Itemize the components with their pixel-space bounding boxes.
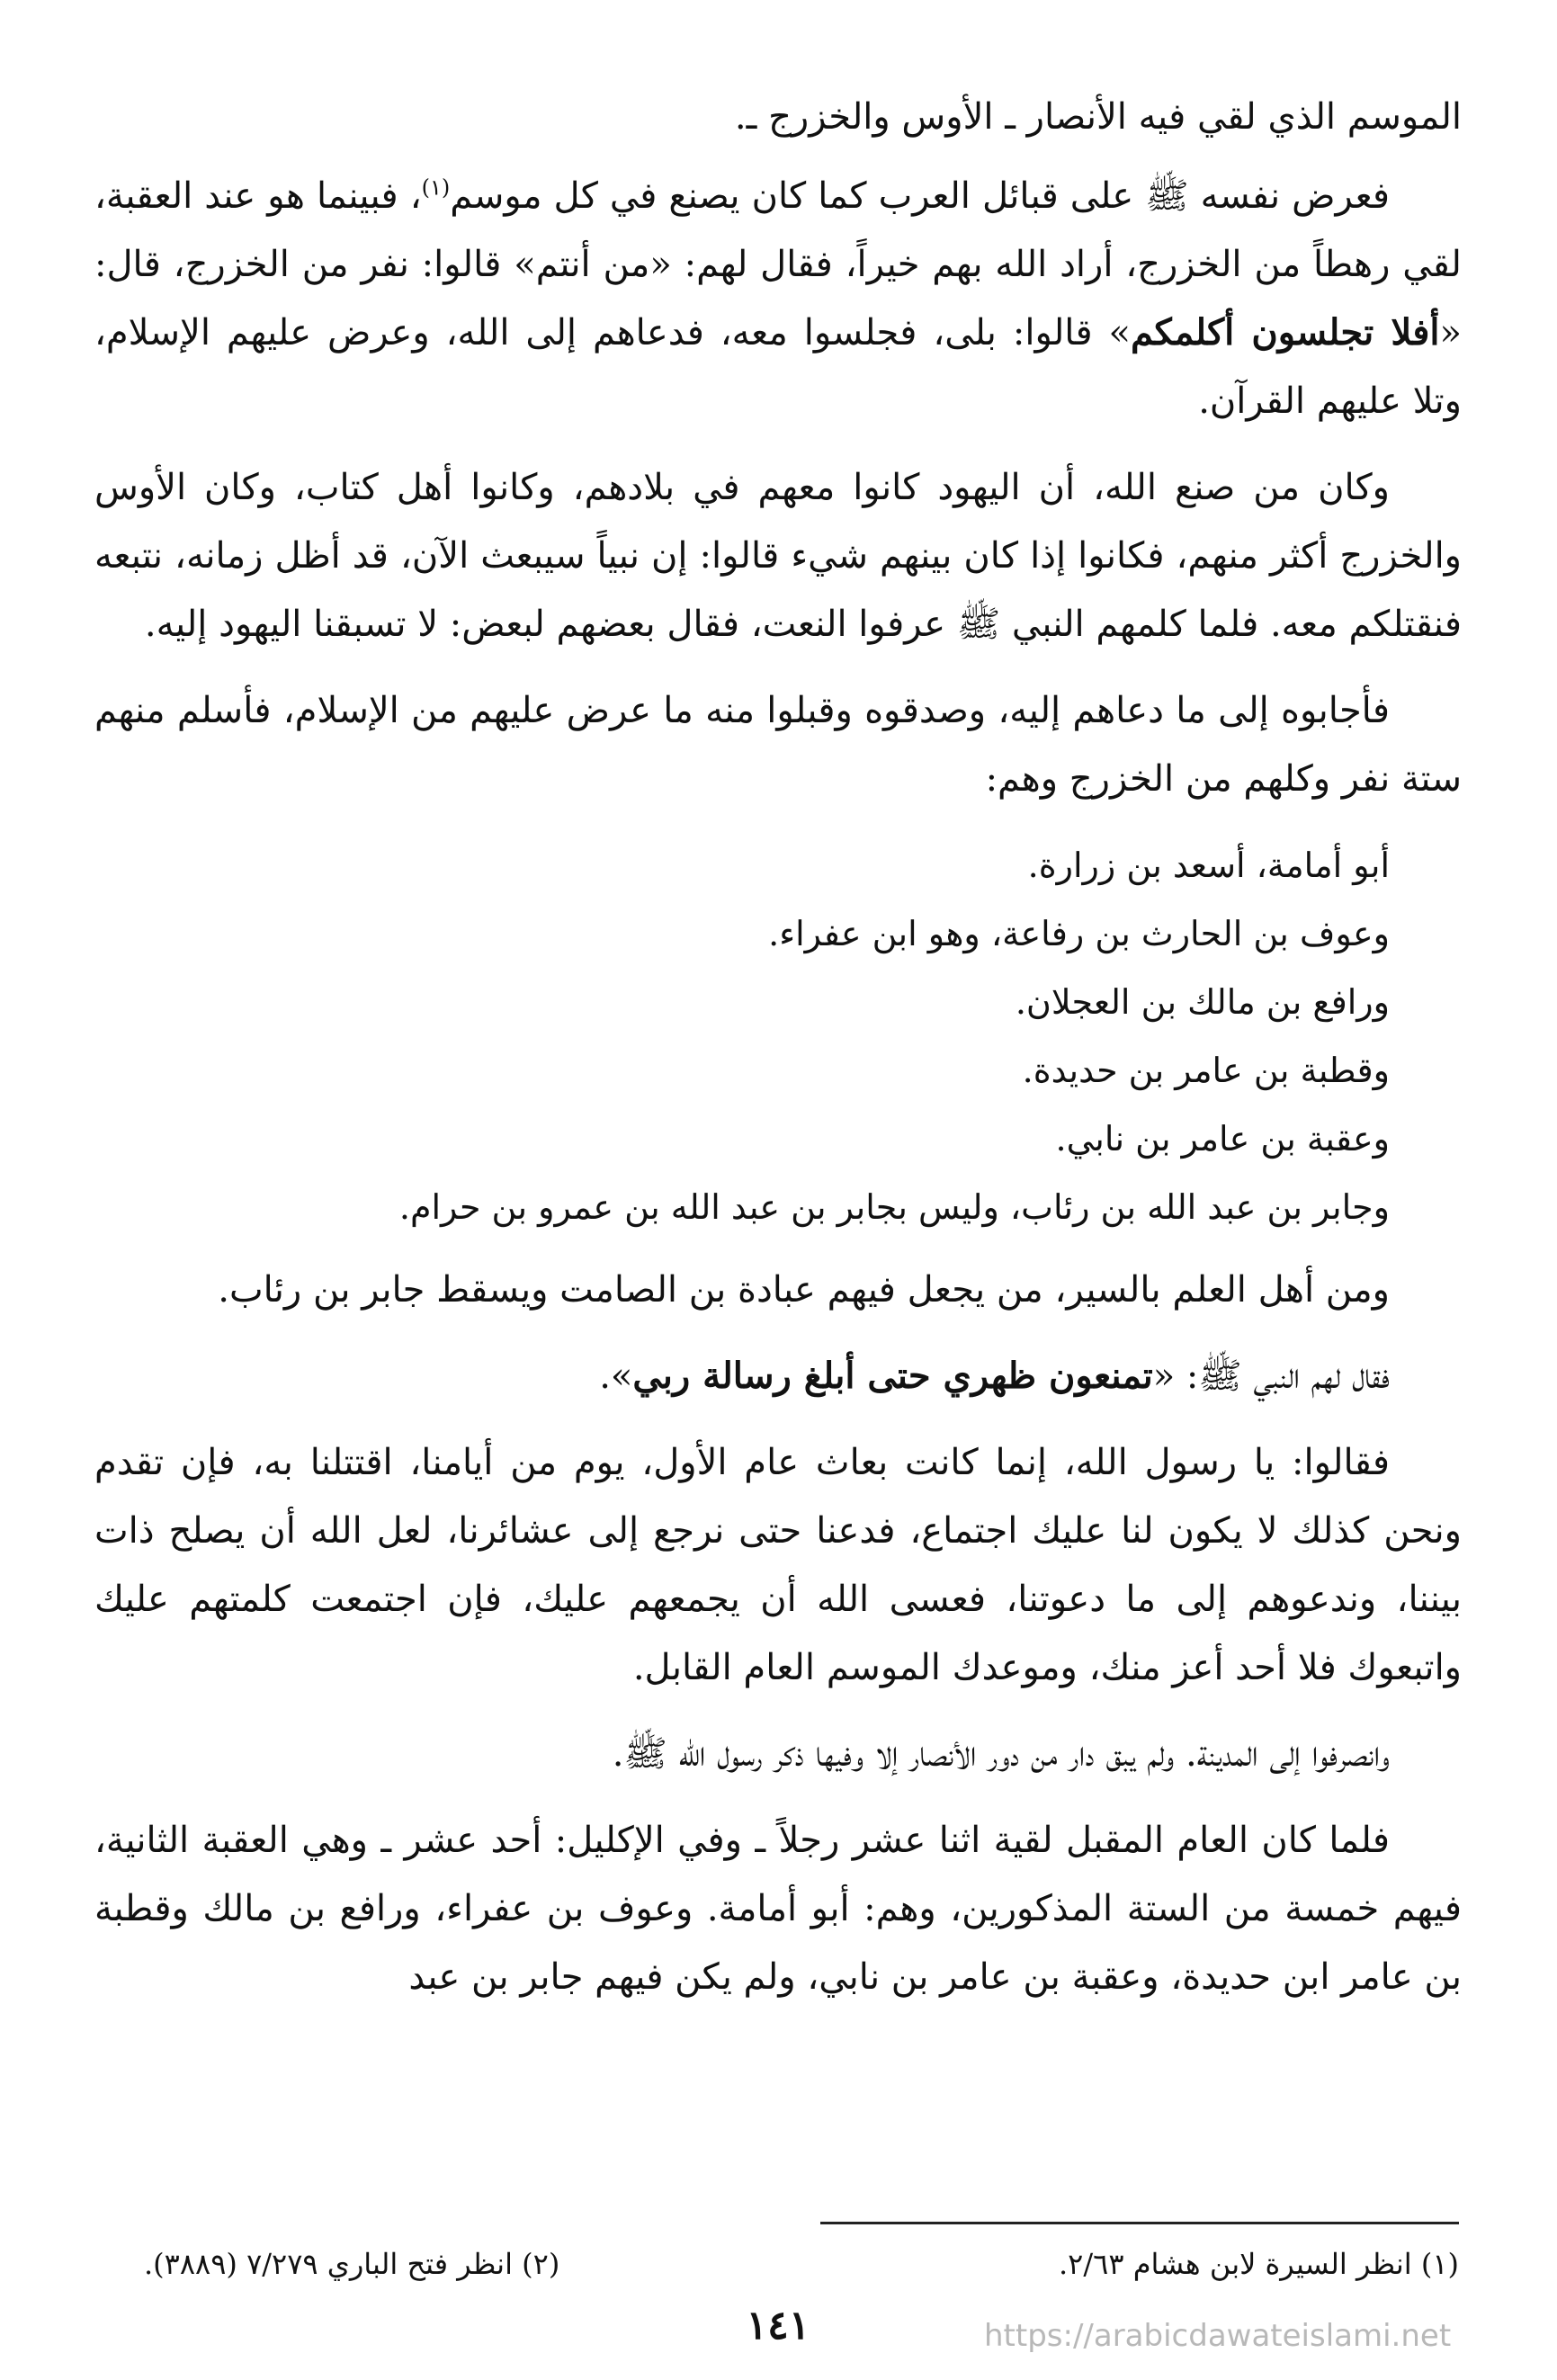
paragraph-return bbox=[94, 1720, 1462, 1788]
main-text bbox=[94, 83, 1462, 2029]
prophet-quote-message: تمنعون ظهري حتى أبلغ رسالة ربي bbox=[632, 1355, 1153, 1397]
paragraph-prophet-request bbox=[94, 1342, 1462, 1410]
paragraph-presentation-text-2: ، فبينما هو عند العقبة، لقي رهطاً من الخزرج، أراد الله بهم خيراً، فقال لهم: «من أنتم» قالوا: نفر من الخزرج، قال: « bbox=[94, 175, 1462, 353]
paragraph-scholars-text: ومن أهل العلم بالسير، من يجعل فيهم عبادة بن الصامت ويسقط جابر بن رئاب. bbox=[218, 1269, 1390, 1311]
list-item: وعوف بن الحارث بن رفاعة، وهو ابن عفراء. bbox=[768, 914, 1390, 953]
footnote-reference-1: (١) bbox=[421, 174, 451, 201]
paragraph-prophet-request-text-2: ». bbox=[599, 1356, 633, 1397]
names-list bbox=[94, 831, 1462, 1241]
paragraph-scholars bbox=[94, 1256, 1462, 1324]
list-item: وجابر بن عبد الله بن رئاب، وليس بجابر بن عبد الله بن عمرو بن حرام. bbox=[398, 1187, 1390, 1227]
list-item: ورافع بن مالك بن العجلان. bbox=[1015, 982, 1390, 1022]
paragraph-intro-text: الموسم الذي لقي فيه الأنصار ـ الأوس والخزرج ـ. bbox=[734, 96, 1462, 138]
footnotes bbox=[144, 2241, 1459, 2286]
footnote-2: (٢) انظر فتح الباري ٧/٢٧٩ (٣٨٨٩). bbox=[144, 2247, 560, 2281]
paragraph-second-aqaba bbox=[94, 1806, 1462, 2011]
paragraph-second-aqaba-text: فلما كان العام المقبل لقية اثنا عشر رجلاً ـ وفي الإكليل: أحد عشر ـ وهي العقبة الثانية، فيهم خمسة من الستة المذكورين، وهم: أبو أمامة. وعوف بن عفراء، ورافع بن مالك وقطبة بن عامر ابن حديدة، وعقبة بن عامر بن نابي، ولم يكن فيهم جابر بن عبد bbox=[94, 1820, 1462, 1998]
list-item: وعقبة بن عامر بن نابي. bbox=[1055, 1119, 1390, 1159]
paragraph-prophet-request-text-1: فقال لهم النبي ﷺ: « bbox=[1152, 1356, 1390, 1397]
paragraph-reply-text: فقالوا: يا رسول الله، إنما كانت بعاث عام الأول، يوم من أيامنا، اقتتلنا به، فإن تقدم ونحن كذلك لا يكون لنا عليك اجتماع، فدعنا حتى نرجع إلى عشائرنا، لعل الله أن يصلح ذات بيننا، وندعوهم إلى ما دعوتنا، فعسى الله أن يجمعهم عليك، فإن اجتمعت كلمتهم عليك واتبعوك فلا أحد أعز منك، وموعدك الموسم العام القابل. bbox=[94, 1442, 1462, 1688]
paragraph-jews-text: وكان من صنع الله، أن اليهود كانوا معهم في بلادهم، وكانوا أهل كتاب، وكان الأوس والخزرج أكثر منهم، فكانوا إذا كان بينهم شيء قالوا: إن نبياً سيبعث الآن، قد أظل زمانه، نتبعه فنقتلكم معه. فلما كلمهم النبي ﷺ عرفوا النعت، فقال بعضهم لبعض: لا تسبقنا اليهود إليه. bbox=[94, 467, 1462, 645]
paragraph-reply bbox=[94, 1428, 1462, 1702]
paragraph-presentation bbox=[94, 162, 1462, 435]
paragraph-intro bbox=[94, 83, 1462, 151]
prophet-quote-sit: أفلا تجلسون أكلمكم bbox=[1131, 311, 1440, 353]
paragraph-acceptance-text: فأجابوه إلى ما دعاهم إليه، وصدقوه وقبلوا منه ما عرض عليهم من الإسلام، فأسلم منهم ستة نفر وكلهم من الخزرج وهم: bbox=[94, 690, 1462, 800]
paragraph-presentation-text-3: » قالوا: بلى، فجلسوا معه، فدعاهم إلى الله، وعرض عليهم الإسلام، وتلا عليهم القرآن. bbox=[94, 312, 1462, 422]
footnote-divider bbox=[820, 2222, 1459, 2224]
list-item: أبو أمامة، أسعد بن زرارة. bbox=[1027, 846, 1390, 885]
paragraph-return-text: وانصرفوا إلى المدينة. ولم يبق دار من دور الأنصار إلا وفيها ذكر رسول الله ﷺ. bbox=[612, 1733, 1390, 1775]
list-item: وقطبة بن عامر بن حديدة. bbox=[1022, 1051, 1390, 1090]
paragraph-acceptance bbox=[94, 676, 1462, 813]
paragraph-jews bbox=[94, 453, 1462, 658]
footnote-1: (١) انظر السيرة لابن هشام ٢/٦٣. bbox=[1059, 2247, 1459, 2281]
page-number: ١٤١ bbox=[746, 2303, 810, 2349]
watermark-url: https://arabicdawateislami.net bbox=[984, 2318, 1452, 2354]
paragraph-presentation-text-1: فعرض نفسه ﷺ على قبائل العرب كما كان يصنع في كل موسم bbox=[450, 175, 1390, 217]
